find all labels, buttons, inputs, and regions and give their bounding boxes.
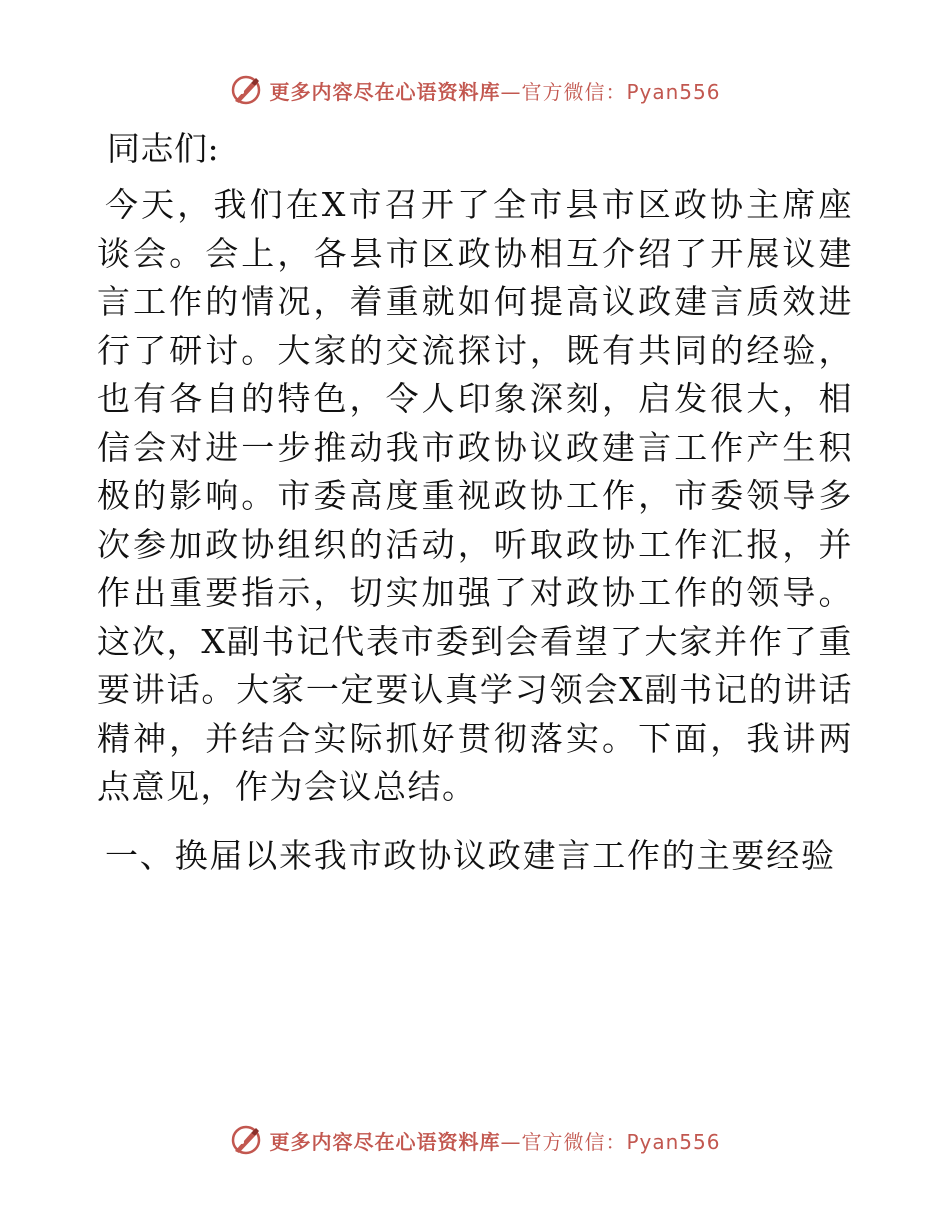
salutation: 同志们: [107,129,220,168]
header-banner [0,70,950,110]
pen-circle-logo-icon [229,73,263,107]
banner-wechat: —官方微信：Pyan556 [500,79,721,104]
banner-title: 更多内容尽在心语资料库 [269,1129,501,1154]
banner-text [269,1126,720,1155]
banner-title: 更多内容尽在心语资料库 [269,79,501,104]
document-body [97,125,853,880]
paragraph: 今天，我们在X市召开了全市县市区政协主席座谈会。会上，各县市区政协相互介绍了开展议建言工作的情况，着重就如何提高议政建言质效进行了研讨。大家的交流探讨，既有共同的经验，也有各自的特色，令人印象深刻，启发很大，相信会对进一步推动我市政协议政建言工作产生积极的影响。市委高度重视政协工作，市委领导多次参加政协组织的活动，听取政协工作汇报，并作出重要指示，切实加强了对政协工作的领导。这次，X副书记代表市委到会看望了大家并作了重要讲话。大家一定要认真学习领会X副书记的讲话精神，并结合实际抓好贯彻落实。下面，我讲两点意见，作为会议总结。 [97,185,853,806]
section-heading: 一、换届以来我市政协议政建言工作的主要经验 [105,835,836,875]
banner-text [269,76,720,105]
pen-circle-logo-icon [229,1123,263,1157]
footer-banner [0,1120,950,1160]
banner-wechat: —官方微信：Pyan556 [500,1129,721,1154]
